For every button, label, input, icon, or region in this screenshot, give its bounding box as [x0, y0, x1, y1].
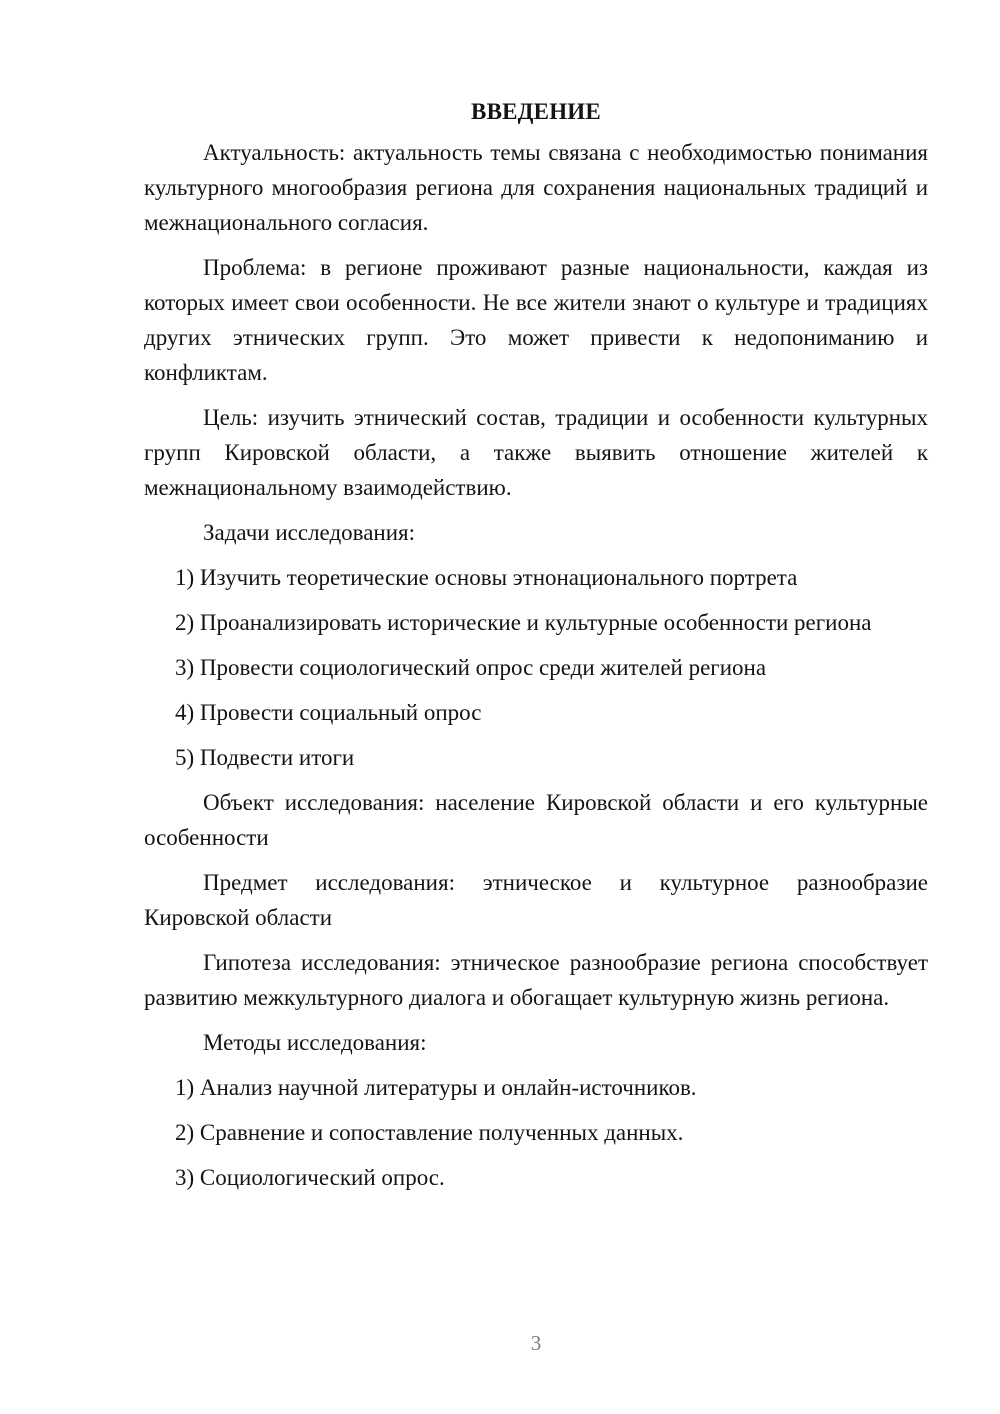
task-item: 1) Изучить теоретические основы этнонационального портрета: [175, 565, 798, 590]
problem-paragraph: Проблема: в регионе проживают разные национальности, каждая из которых имеет свои особенности. Не все жители знают о культуре и традициях других этнических групп. Это может привести к недопониманию и конфликтам.: [144, 255, 928, 385]
method-item: 2) Сравнение и сопоставление полученных данных.: [175, 1120, 684, 1145]
page-title: ВВЕДЕНИЕ: [471, 99, 601, 124]
subject-paragraph: Предмет исследования: этническое и культурное разнообразие Кировской области: [144, 870, 928, 930]
method-item: 1) Анализ научной литературы и онлайн-источников.: [175, 1075, 697, 1100]
tasks-heading: Задачи исследования:: [203, 520, 416, 545]
method-item: 3) Социологический опрос.: [175, 1165, 445, 1190]
task-item: 3) Провести социологический опрос среди жителей региона: [175, 655, 767, 680]
hypothesis-paragraph: Гипотеза исследования: этническое разнообразие региона способствует развитию межкультурного диалога и обогащает культурную жизнь региона.: [144, 950, 928, 1010]
methods-heading: Методы исследования:: [203, 1030, 427, 1055]
document-page: [144, 94, 928, 1205]
page-number: 3: [530, 1331, 542, 1355]
object-paragraph: Объект исследования: население Кировской области и его культурные особенности: [144, 790, 928, 850]
task-item: 5) Подвести итоги: [175, 745, 355, 770]
task-item: 4) Провести социальный опрос: [175, 700, 482, 725]
task-item: 2) Проанализировать исторические и культурные особенности региона: [175, 610, 872, 635]
relevance-paragraph: Актуальность: актуальность темы связана с необходимостью понимания культурного многообразия региона для сохранения национальных традиций и межнационального согласия.: [144, 140, 928, 235]
goal-paragraph: Цель: изучить этнический состав, традиции и особенности культурных групп Кировской области, а также выявить отношение жителей к межнациональному взаимодействию.: [144, 405, 928, 500]
